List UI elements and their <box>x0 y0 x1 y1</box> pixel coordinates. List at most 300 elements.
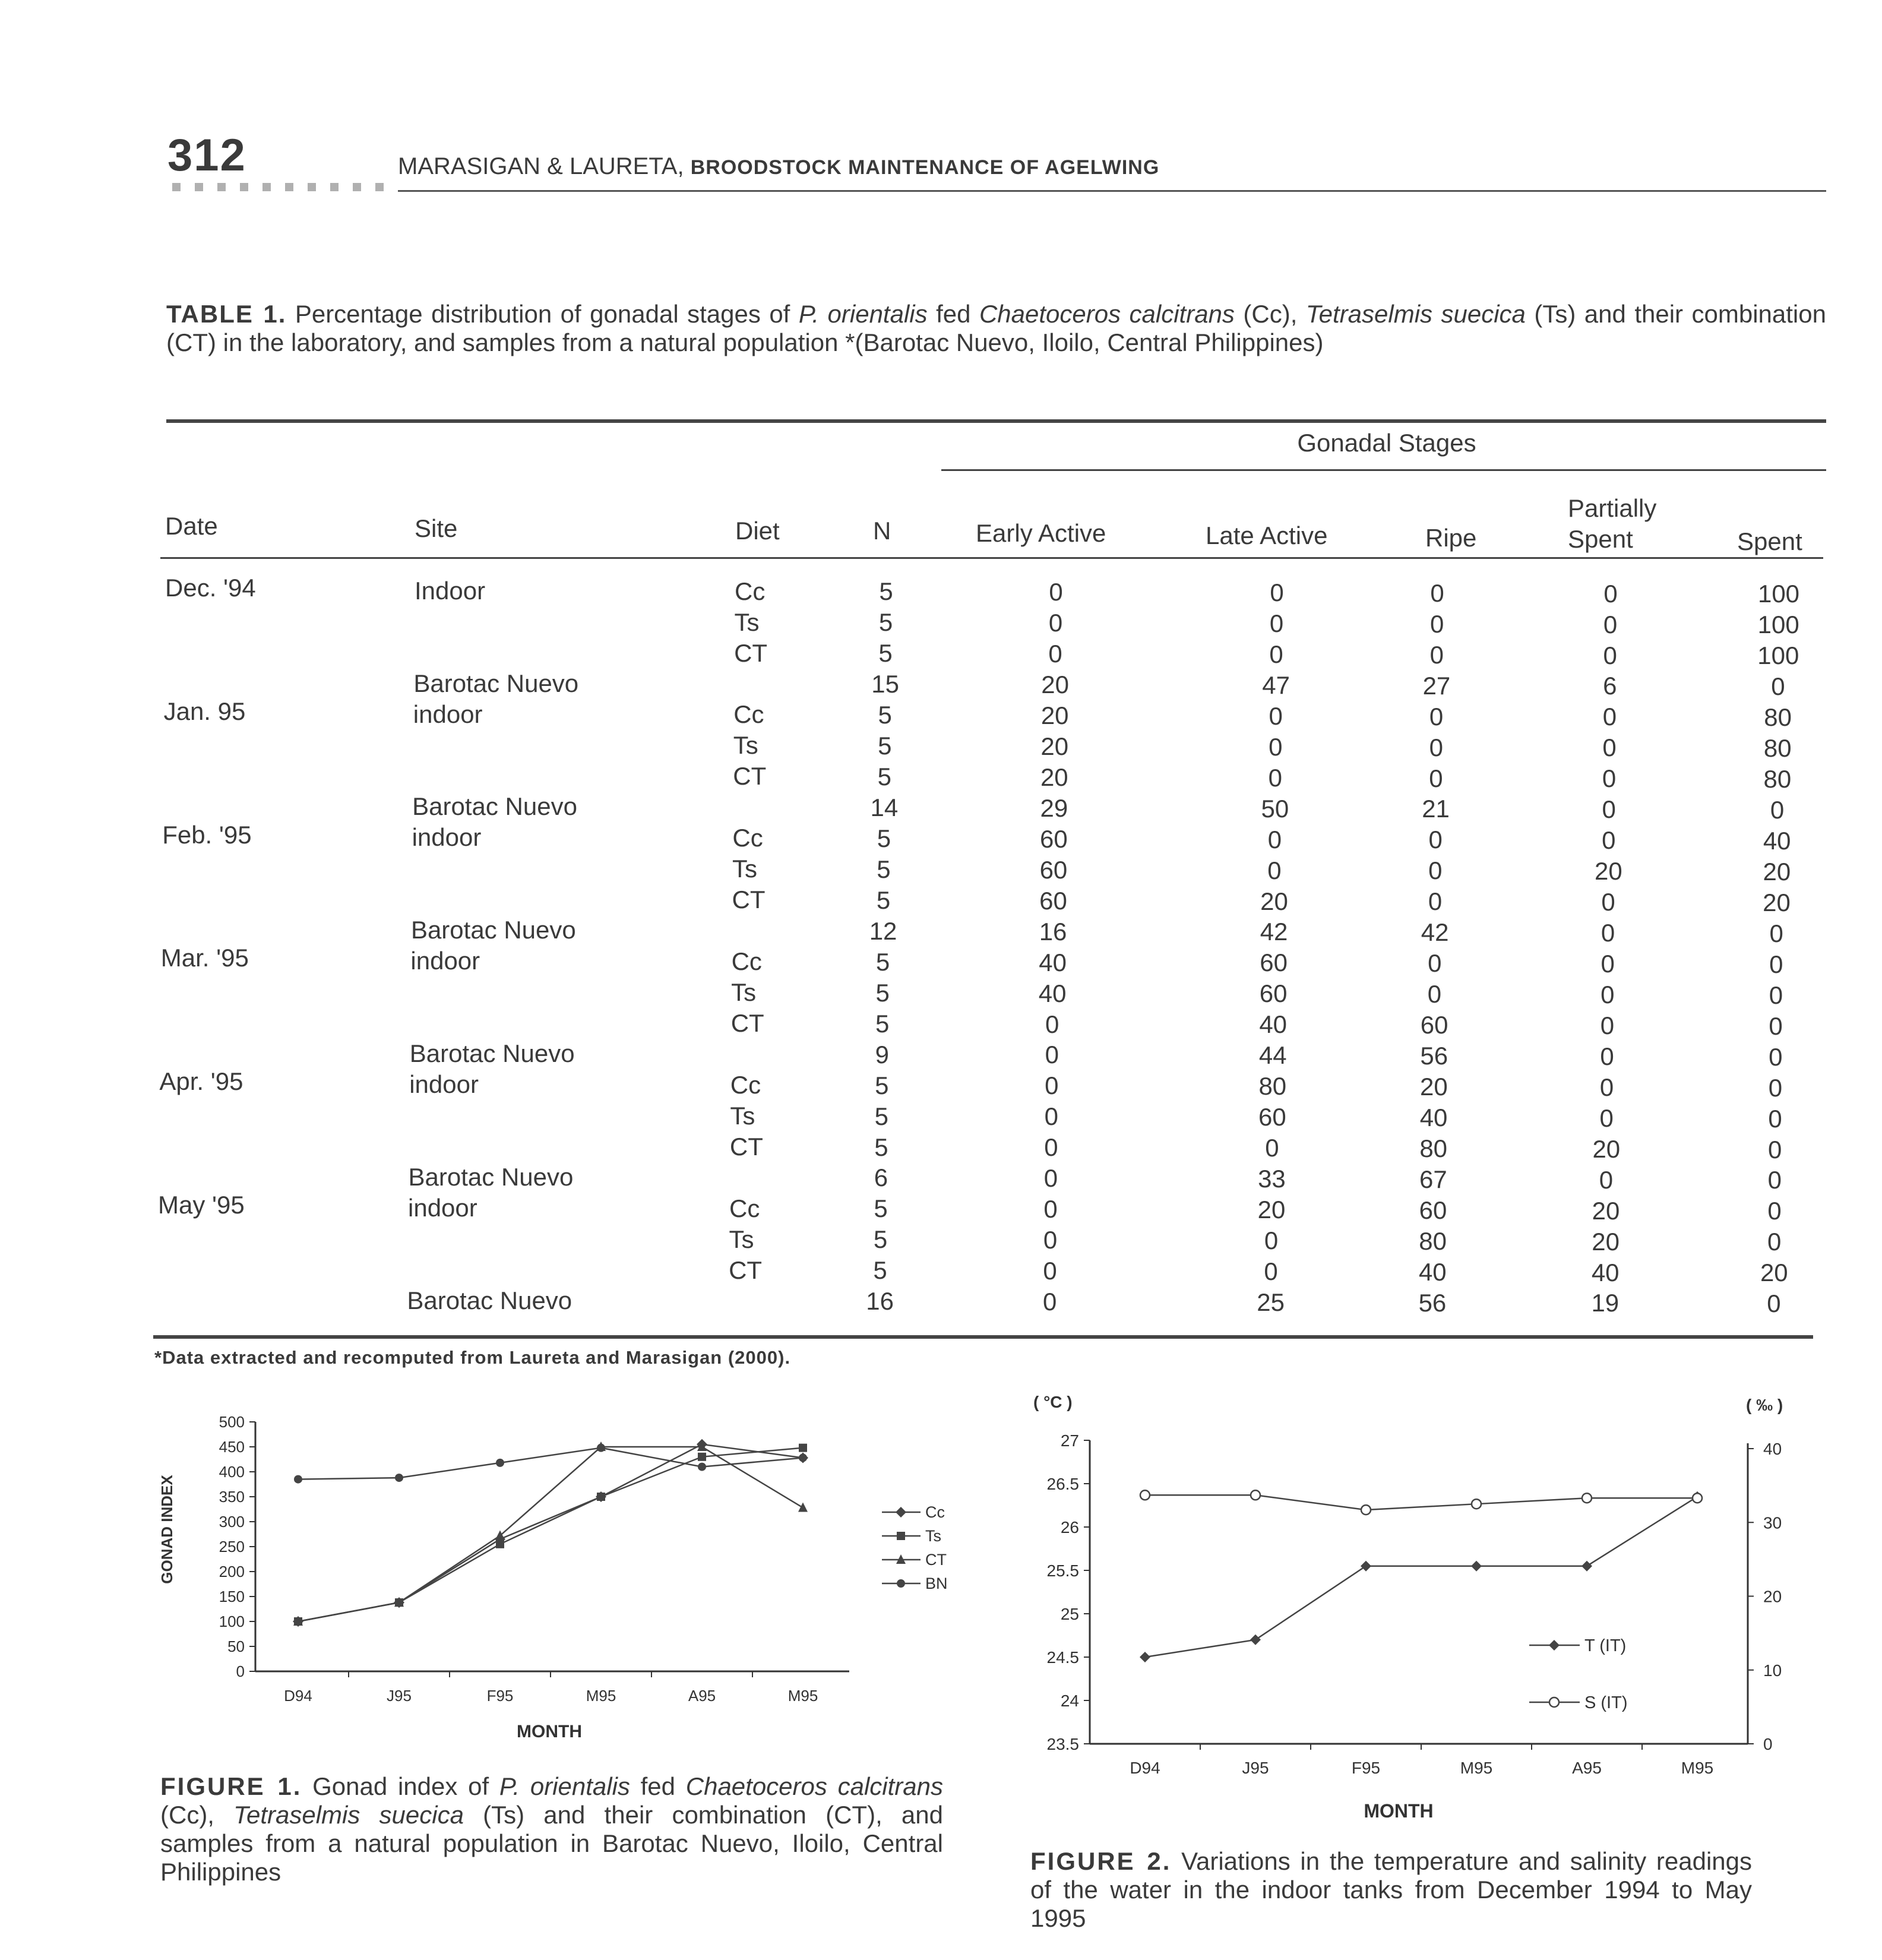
figure2-x-tick-label: F95 <box>1351 1759 1381 1777</box>
figure2-x-tick-label: M95 <box>1681 1759 1714 1777</box>
table-cell-ea: 20 <box>1040 763 1068 791</box>
table-cell-diet: CT <box>733 762 767 791</box>
table-cell-spent: 0 <box>1767 1289 1781 1318</box>
table-cell-la: 47 <box>1262 671 1290 699</box>
table-cell-ps: 0 <box>1601 888 1615 916</box>
table-top-rule <box>166 419 1826 423</box>
table-cell-ripe: 0 <box>1428 949 1442 978</box>
table-cell-n: 6 <box>874 1164 888 1192</box>
table-cell-site: Indoor <box>415 576 486 605</box>
figure2-left-tick-label: 26.5 <box>1046 1475 1079 1493</box>
table-cell-n: 5 <box>878 701 892 729</box>
table-cell-ea: 0 <box>1044 1102 1059 1131</box>
table-cell-spent: 0 <box>1769 950 1783 978</box>
table-cell-la: 0 <box>1267 825 1282 853</box>
table-cell-la: 0 <box>1269 609 1284 637</box>
table-cell-ps: 0 <box>1601 950 1615 978</box>
table-cell-spent: 0 <box>1769 1042 1783 1071</box>
table-cell-diet: Cc <box>731 947 762 975</box>
table-cell-spent: 100 <box>1757 641 1799 670</box>
table-cell-diet: Cc <box>735 577 766 605</box>
table-cell-ps: 0 <box>1600 1042 1614 1070</box>
table-cell-ea: 0 <box>1048 640 1062 668</box>
table-cell-spent: 0 <box>1767 1166 1782 1194</box>
table-cell-la: 0 <box>1265 1134 1279 1162</box>
table-cell-la: 33 <box>1258 1165 1286 1193</box>
table-cell-ps: 0 <box>1599 1073 1614 1101</box>
table-cell-spent: 100 <box>1757 580 1800 608</box>
figure1-series-line-bn <box>298 1448 803 1480</box>
figure1-y-tick-label: 0 <box>236 1662 245 1680</box>
figure1-legend-label: Ts <box>925 1527 941 1545</box>
table-cell-spent: 0 <box>1769 1011 1783 1040</box>
table-caption-text: Percentage distribution of gonadal stages of <box>295 300 799 328</box>
figure2-legend-marker <box>1549 1640 1560 1651</box>
table-cell-ps: 0 <box>1602 734 1617 762</box>
figure2-right-tick-label: 30 <box>1763 1513 1782 1532</box>
figure1-caption-species: Tetraselmis suecica <box>233 1801 464 1829</box>
table-cell-site: indoor <box>409 1070 479 1098</box>
table-cell-la: 40 <box>1259 1010 1288 1039</box>
table-cell-ripe: 0 <box>1429 640 1444 669</box>
figure1-caption-text: fed <box>630 1772 686 1800</box>
table-cell-ea: 20 <box>1040 732 1069 760</box>
table-cell-site: Barotac Nuevo <box>407 1286 572 1314</box>
figure2-caption-label: FIGURE 2. <box>1030 1847 1172 1875</box>
table-caption-text: (Ts) and their combination (CT) in the laboratory, and samples from a natural population *(Barotac Nuevo, Iloilo, Central Philippines) <box>166 300 1826 356</box>
figure2-point <box>1140 1652 1150 1662</box>
table-cell-site: Barotac Nuevo <box>410 916 576 944</box>
table-cell-ea: 0 <box>1042 1288 1057 1316</box>
figure1-point-ct <box>495 1531 505 1540</box>
table-cell-ps: 0 <box>1600 1011 1615 1039</box>
figure1-y-axis-label: GONAD INDEX <box>158 1475 176 1584</box>
table-cell-diet: Ts <box>731 978 757 1006</box>
table-cell-n: 5 <box>874 1102 889 1130</box>
figure2-point <box>1472 1499 1481 1509</box>
table-cell-ea: 60 <box>1039 886 1067 915</box>
table-cell-ripe: 80 <box>1419 1134 1448 1162</box>
table-cell-site: Barotac Nuevo <box>409 1039 575 1068</box>
table-cell-la: 0 <box>1264 1257 1278 1285</box>
figure1-point-bn <box>294 1475 302 1484</box>
table-cell-site: Barotac Nuevo <box>413 669 579 697</box>
figure2-x-tick-label: J95 <box>1242 1759 1269 1777</box>
column-header-rule <box>160 557 1823 559</box>
figure2-left-tick-label: 25 <box>1060 1605 1079 1623</box>
figure2-x-axis-label: MONTH <box>1364 1800 1434 1822</box>
figure1-y-tick-label: 400 <box>219 1463 245 1481</box>
table-caption-label: TABLE 1. <box>166 300 287 328</box>
figure2-point <box>1361 1561 1371 1572</box>
table-cell-n: 5 <box>875 947 890 976</box>
table-cell-ea: 20 <box>1041 671 1069 699</box>
figure1-y-tick-label: 200 <box>219 1563 245 1580</box>
figure2-x-tick-label: A95 <box>1572 1759 1602 1777</box>
table-cell-diet: Ts <box>734 608 760 636</box>
table-cell-n: 5 <box>874 1194 888 1223</box>
figure1-y-tick-label: 100 <box>219 1613 245 1630</box>
figure1-caption-text: Gonad index of <box>312 1772 499 1800</box>
figure2-left-tick-label: 27 <box>1060 1431 1079 1450</box>
table-cell-ps: 0 <box>1599 1165 1614 1194</box>
figure1-point-ts <box>799 1444 807 1452</box>
table-cell-ea: 0 <box>1043 1164 1058 1193</box>
table-cell-n: 5 <box>874 1133 888 1161</box>
table-cell-ps: 0 <box>1599 1104 1614 1132</box>
col-header-late-active: Late Active <box>1206 521 1328 549</box>
table-cell-ea: 0 <box>1049 578 1063 606</box>
table-cell-n: 5 <box>876 886 891 914</box>
figure1-series <box>293 1439 808 1627</box>
figure1-y-tick-label: 300 <box>219 1513 245 1531</box>
figure1-point-bn <box>597 1444 605 1452</box>
header-ornament <box>172 183 398 191</box>
table-cell-ea: 0 <box>1044 1133 1058 1162</box>
table-cell-n: 5 <box>877 855 891 883</box>
figure1-series-line-ts <box>298 1448 803 1621</box>
table-cell-spent: 100 <box>1757 611 1799 639</box>
figure1-x-tick-label: D94 <box>284 1687 312 1705</box>
table-cell-n: 5 <box>875 1071 889 1099</box>
table-cell-la: 60 <box>1258 1103 1286 1131</box>
table-cell-site: indoor <box>413 700 483 728</box>
table-cell-ea: 60 <box>1039 855 1068 884</box>
figure1-point-bn <box>496 1459 504 1467</box>
table-cell-ps: 0 <box>1601 919 1615 947</box>
table-cell-diet: Ts <box>733 731 758 760</box>
col-header-site: Site <box>415 514 458 542</box>
figure1-y-tick-label: 350 <box>219 1488 245 1506</box>
figure1-y-tick-label: 150 <box>219 1588 245 1605</box>
table-cell-diet: Cc <box>729 1194 760 1222</box>
figure2-right-tick-label: 40 <box>1763 1440 1782 1458</box>
figure1-caption-species: Chaetoceros calcitrans <box>685 1772 943 1800</box>
table-cell-la: 20 <box>1260 887 1288 915</box>
table-cell-la: 0 <box>1269 640 1283 668</box>
table-cell-spent: 0 <box>1768 1104 1782 1133</box>
table-cell-n: 5 <box>878 732 892 760</box>
table-cell-site: indoor <box>410 947 480 975</box>
group-header-rule <box>941 469 1826 471</box>
table-cell-n: 5 <box>873 1225 888 1254</box>
table-caption <box>166 300 1826 357</box>
figure2-point <box>1693 1493 1702 1503</box>
figure2-series-line <box>1145 1497 1697 1657</box>
figure1-x-tick-label: M95 <box>787 1687 818 1705</box>
figure2-point <box>1250 1635 1261 1645</box>
col-header-n: N <box>873 517 891 545</box>
table-cell-ps: 0 <box>1603 641 1617 669</box>
running-header-authors: MARASIGAN & LAURETA, <box>398 153 684 179</box>
figure1-y-tick-label: 250 <box>219 1538 245 1556</box>
figure1-legend-marker <box>897 1579 905 1588</box>
table-cell-spent: 0 <box>1769 981 1783 1009</box>
col-header-early-active: Early Active <box>976 519 1106 547</box>
figure2-right-axis-label: ( ‰ ) <box>1746 1396 1783 1414</box>
figure2-caption-text: Variations in the temperature and salinity readings of the water in the indoor tanks from December 1994 to May 1995 <box>1030 1847 1752 1932</box>
table-cell-ripe: 40 <box>1418 1257 1447 1286</box>
figure1-x-tick-label: A95 <box>688 1687 716 1705</box>
table-cell-date: Jan. 95 <box>163 697 246 725</box>
table-cell-n: 5 <box>879 577 893 606</box>
table-footnote: *Data extracted and recomputed from Laureta and Marasigan (2000). <box>154 1347 791 1368</box>
table-cell-spent: 0 <box>1769 919 1783 947</box>
table-cell-ripe: 40 <box>1419 1103 1448 1131</box>
table-cell-n: 15 <box>871 670 899 698</box>
table-cell-la: 0 <box>1270 578 1284 606</box>
table-cell-ripe: 67 <box>1419 1165 1447 1193</box>
table-cell-spent: 40 <box>1763 827 1791 855</box>
table-cell-la: 50 <box>1261 794 1289 823</box>
table-cell-spent: 0 <box>1768 1135 1782 1164</box>
table-cell-ripe: 0 <box>1429 764 1443 792</box>
table-cell-spent: 80 <box>1763 734 1792 763</box>
running-header-title: BROODSTOCK MAINTENANCE OF AGELWING <box>690 156 1160 179</box>
table-cell-n: 5 <box>877 763 891 791</box>
table-cell-n: 14 <box>870 794 899 822</box>
table-cell-ps: 20 <box>1592 1196 1620 1225</box>
table-caption-text: fed <box>927 300 979 328</box>
table-cell-ps: 20 <box>1595 857 1622 886</box>
figure1-legend-marker <box>897 1532 905 1540</box>
table-cell-ps: 19 <box>1591 1289 1620 1317</box>
table-cell-ea: 29 <box>1040 794 1068 822</box>
table-bottom-rule <box>153 1335 1813 1339</box>
table-cell-spent: 0 <box>1767 1228 1782 1256</box>
figure1-y-tick-label: 50 <box>227 1637 245 1655</box>
table-cell-ea: 60 <box>1040 824 1068 853</box>
table-cell-date: Dec. '94 <box>165 574 256 602</box>
table-cell-date: Mar. '95 <box>160 944 249 972</box>
table-cell-ps: 0 <box>1601 980 1615 1009</box>
table-cell-site: indoor <box>412 823 482 852</box>
table-cell-diet: CT <box>734 638 768 667</box>
table-cell-date: Feb. '95 <box>162 820 252 849</box>
table-cell-ea: 20 <box>1040 701 1069 729</box>
figure1-x-tick-label: J95 <box>387 1687 412 1705</box>
col-header-spent: Spent <box>1737 527 1802 555</box>
table-cell-n: 16 <box>866 1287 894 1316</box>
table-cell-ps: 0 <box>1602 826 1616 855</box>
table-cell-diet: CT <box>732 886 766 914</box>
figure2-right-tick-label: 0 <box>1763 1735 1773 1753</box>
table-cell-diet: CT <box>729 1256 763 1284</box>
table-cell-site: indoor <box>408 1193 477 1222</box>
table-cell-ripe: 0 <box>1430 578 1444 607</box>
figure1-point-ts <box>698 1453 706 1461</box>
table-cell-ps: 20 <box>1592 1227 1620 1256</box>
table-cell-spent: 20 <box>1763 857 1791 886</box>
table-cell-la: 25 <box>1257 1288 1285 1316</box>
figure2-legend-marker <box>1549 1697 1559 1707</box>
table-cell-ea: 0 <box>1045 1071 1059 1100</box>
table-cell-la: 0 <box>1264 1226 1279 1254</box>
figure1-point-bn <box>395 1474 403 1482</box>
figure2-right-tick-label: 20 <box>1763 1587 1782 1606</box>
figure2-left-tick-label: 24 <box>1060 1692 1079 1710</box>
figure2-point <box>1581 1561 1592 1572</box>
table-cell-ea: 0 <box>1045 1041 1059 1069</box>
table-cell-ea: 16 <box>1039 917 1067 946</box>
table-cell-n: 5 <box>875 978 890 1007</box>
table-cell-site: Barotac Nuevo <box>412 792 577 821</box>
table-cell-la: 80 <box>1258 1072 1287 1101</box>
running-header <box>398 153 1159 180</box>
table-cell-ps: 0 <box>1602 703 1617 731</box>
figure1-x-tick-label: M95 <box>586 1687 616 1705</box>
figure1-y-tick-label: 500 <box>219 1413 245 1431</box>
table-cell-ripe: 0 <box>1427 980 1442 1009</box>
table-cell-date: May '95 <box>158 1191 245 1219</box>
figure1-legend-label: BN <box>925 1575 948 1592</box>
figure1-caption-species: P. orientalis <box>499 1772 630 1800</box>
figure2-point <box>1361 1505 1371 1515</box>
table-cell-diet: Cc <box>732 824 763 852</box>
table-caption-species: Tetraselmis suecica <box>1305 300 1526 328</box>
figure1-series-line-ct <box>298 1447 803 1621</box>
col-header-ripe: Ripe <box>1425 524 1477 552</box>
figure1-point-ts <box>496 1540 504 1548</box>
table-cell-ea: 0 <box>1045 1010 1059 1038</box>
table-cell-la: 44 <box>1258 1041 1287 1070</box>
figure1-x-axis-label: MONTH <box>517 1722 582 1741</box>
table-cell-diet: CT <box>729 1132 763 1161</box>
table-cell-ea: 40 <box>1038 979 1067 1007</box>
figure2-legend <box>1529 1636 1628 1712</box>
table-cell-ps: 0 <box>1603 610 1618 638</box>
figure1-point-bn <box>799 1453 807 1462</box>
figure1-legend-label: Cc <box>925 1503 945 1521</box>
col-header-partially: Partially <box>1568 494 1657 522</box>
table-cell-ripe: 0 <box>1428 826 1443 854</box>
table-cell-n: 9 <box>875 1040 889 1068</box>
table-cell-la: 60 <box>1260 949 1288 977</box>
figure1-x-tick-label: F95 <box>486 1687 514 1705</box>
table-cell-spent: 80 <box>1763 765 1792 794</box>
table-cell-ripe: 60 <box>1419 1196 1447 1224</box>
table-cell-ripe: 56 <box>1420 1042 1448 1070</box>
table-cell-ps: 0 <box>1602 795 1616 824</box>
table-cell-ripe: 21 <box>1422 795 1450 823</box>
figure1-axes <box>219 1413 849 1705</box>
table-cell-ea: 0 <box>1043 1195 1058 1224</box>
table-cell-la: 0 <box>1267 856 1282 884</box>
table-cell-ps: 6 <box>1603 672 1617 700</box>
table-cell-ps: 40 <box>1591 1258 1620 1286</box>
table-cell-diet: Ts <box>729 1225 754 1253</box>
table-cell-spent: 0 <box>1770 796 1785 824</box>
table-cell-spent: 0 <box>1768 1073 1783 1102</box>
col-header-partially-spent: Spent <box>1568 525 1633 553</box>
figure1-y-tick-label: 450 <box>219 1438 245 1456</box>
table-cell-n: 5 <box>875 1009 890 1038</box>
table-cell-n: 5 <box>878 639 893 668</box>
table-cell-ps: 0 <box>1603 579 1618 608</box>
figure2-left-tick-label: 24.5 <box>1046 1648 1079 1667</box>
figure1-caption <box>160 1772 943 1886</box>
figure2-legend-label: T (IT) <box>1584 1636 1627 1655</box>
table-cell-la: 0 <box>1269 732 1283 761</box>
table-cell-ripe: 42 <box>1421 918 1449 947</box>
col-header-date: Date <box>165 512 218 540</box>
figure2-left-tick-label: 23.5 <box>1046 1735 1079 1753</box>
figure2-legend-label: S (IT) <box>1584 1693 1628 1712</box>
figure1-legend <box>882 1503 948 1592</box>
table-cell-ps: 20 <box>1592 1134 1621 1163</box>
table-cell-diet: Ts <box>732 855 757 883</box>
table-cell-n: 5 <box>877 824 891 852</box>
figure1-point-ct <box>798 1502 808 1512</box>
table-cell-ripe: 0 <box>1428 887 1443 916</box>
table-caption-text: (Cc), <box>1234 300 1306 328</box>
table-cell-la: 60 <box>1259 979 1288 1008</box>
table-cell-la: 0 <box>1268 763 1282 792</box>
figure1-caption-text: (Ts) and their combination (CT), and samples from a natural population in Barotac Nuevo, Iloilo, Central Philippines <box>160 1801 943 1886</box>
table-cell-ripe: 80 <box>1419 1226 1447 1255</box>
figure1-series-line-cc <box>298 1444 803 1621</box>
col-header-diet: Diet <box>735 517 780 545</box>
figure2-point <box>1471 1561 1482 1572</box>
figure2-caption <box>1030 1847 1752 1933</box>
table-cell-n: 5 <box>878 608 893 637</box>
figure2-left-tick-label: 25.5 <box>1046 1561 1079 1580</box>
table-cell-spent: 0 <box>1767 1197 1782 1225</box>
figure2-series-line <box>1145 1495 1697 1510</box>
table-cell-ps: 0 <box>1602 764 1617 793</box>
figure2-x-tick-label: D94 <box>1130 1759 1160 1777</box>
table-cell-ea: 40 <box>1039 948 1067 976</box>
gonadal-stages-header: Gonadal Stages <box>1297 429 1476 457</box>
figure2-axes <box>1047 1431 1782 1777</box>
figure1-point-bn <box>698 1463 706 1471</box>
figure2-point <box>1251 1490 1260 1500</box>
figure2-chart <box>980 1384 1823 1823</box>
table-cell-ripe: 56 <box>1418 1288 1447 1317</box>
table-cell-diet: Cc <box>730 1070 761 1099</box>
header-rule <box>398 190 1826 192</box>
figure2-point <box>1582 1493 1592 1503</box>
figure1-point-ts <box>597 1493 605 1501</box>
figure1-chart <box>148 1402 980 1758</box>
table-caption-species: Chaetoceros calcitrans <box>979 300 1235 328</box>
table-cell-ripe: 0 <box>1429 702 1444 731</box>
table-cell-diet: Ts <box>730 1101 755 1130</box>
table-cell-n: 12 <box>869 916 897 945</box>
table-cell-ripe: 60 <box>1420 1011 1448 1039</box>
table-cell-spent: 20 <box>1760 1259 1788 1287</box>
table-caption-species: P. orientalis <box>798 300 928 328</box>
table-cell-spent: 80 <box>1764 703 1792 732</box>
figure1-caption-text: (Cc), <box>160 1801 234 1829</box>
table-cell-site: Barotac Nuevo <box>408 1162 574 1191</box>
figure1-legend-label: CT <box>925 1551 947 1569</box>
table-cell-ripe: 20 <box>1420 1073 1448 1101</box>
figure2-point <box>1140 1490 1150 1500</box>
figure1-legend-marker <box>896 1507 906 1518</box>
figure1-caption-label: FIGURE 1. <box>160 1772 302 1800</box>
table-cell-ripe: 27 <box>1422 671 1451 700</box>
table-cell-n: 5 <box>873 1256 887 1285</box>
table-cell-la: 0 <box>1269 701 1283 730</box>
table-cell-la: 20 <box>1257 1196 1286 1224</box>
table-cell-spent: 0 <box>1771 672 1785 701</box>
table-cell-la: 42 <box>1260 918 1288 946</box>
page-number: 312 <box>167 130 246 181</box>
table-cell-spent: 20 <box>1763 888 1791 916</box>
figure2-x-tick-label: M95 <box>1460 1759 1493 1777</box>
table-cell-date: Apr. '95 <box>159 1067 243 1096</box>
